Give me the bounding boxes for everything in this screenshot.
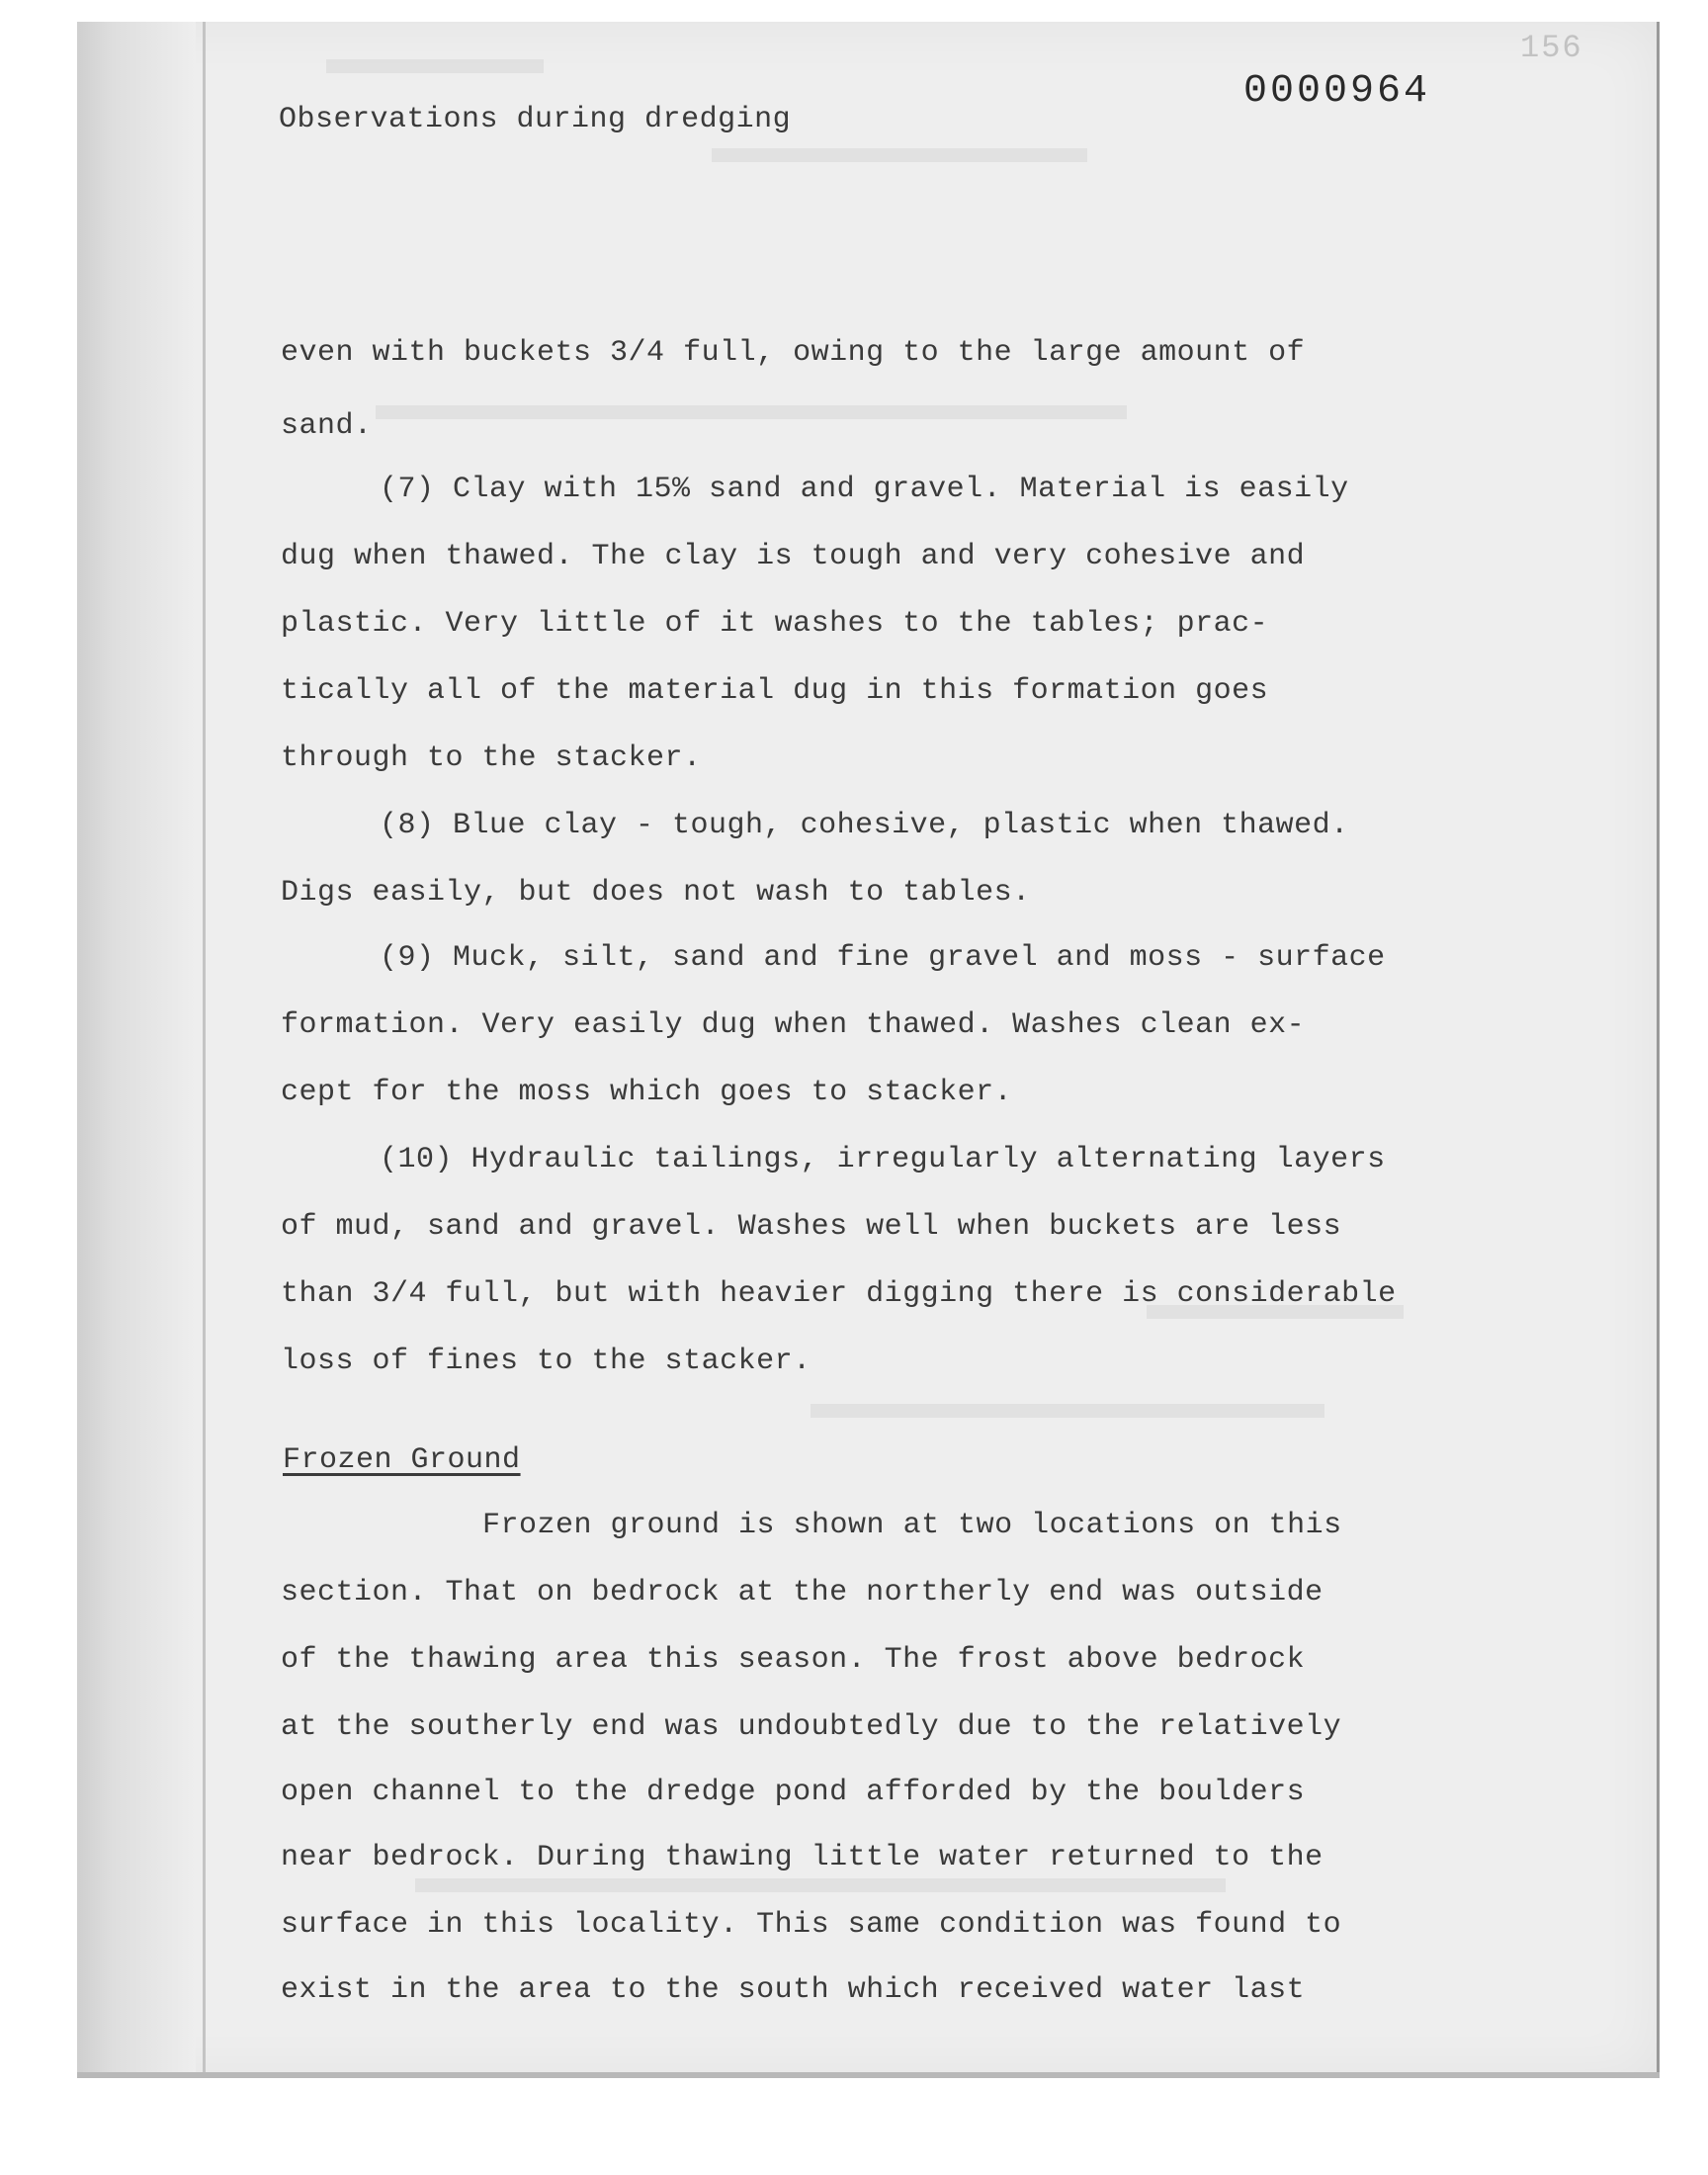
binding-shadow bbox=[77, 22, 196, 2078]
body-line: formation. Very easily dug when thawed. Washes clean ex- bbox=[281, 1008, 1306, 1042]
paper-bottom-edge bbox=[77, 2072, 1660, 2078]
body-line: (8) Blue clay - tough, cohesive, plastic when thawed. bbox=[380, 809, 1349, 842]
corner-page-number: 156 bbox=[1520, 30, 1583, 66]
frozen-ground-line: Frozen ground is shown at two locations on this bbox=[482, 1509, 1342, 1542]
body-line: even with buckets 3/4 full, owing to the large amount of bbox=[281, 336, 1306, 370]
body-line: loss of fines to the stacker. bbox=[281, 1345, 811, 1378]
body-line: Digs easily, but does not wash to tables. bbox=[281, 876, 1031, 910]
bleed-through-mark bbox=[811, 1404, 1324, 1418]
bleed-through-mark bbox=[415, 1878, 1226, 1892]
body-line: sand. bbox=[281, 409, 373, 443]
body-line: plastic. Very little of it washes to the tables; prac- bbox=[281, 607, 1269, 641]
frozen-ground-line: near bedrock. During thawing little water returned to the bbox=[281, 1841, 1324, 1874]
body-line: (9) Muck, silt, sand and fine gravel and moss - surface bbox=[380, 941, 1386, 975]
document-number: 0000964 bbox=[1243, 69, 1431, 114]
body-line: cept for the moss which goes to stacker. bbox=[281, 1076, 1013, 1109]
bleed-through-mark bbox=[376, 405, 1127, 419]
body-line: than 3/4 full, but with heavier digging there is considerable bbox=[281, 1277, 1397, 1311]
body-line: through to the stacker. bbox=[281, 741, 702, 775]
body-line: tically all of the material dug in this formation goes bbox=[281, 674, 1269, 708]
body-line: (10) Hydraulic tailings, irregularly alternating layers bbox=[380, 1143, 1386, 1176]
frozen-ground-line: at the southerly end was undoubtedly due to the relatively bbox=[281, 1710, 1342, 1744]
frozen-ground-line: of the thawing area this season. The frost above bedrock bbox=[281, 1643, 1306, 1677]
bleed-through-mark bbox=[712, 148, 1087, 162]
body-line: (7) Clay with 15% sand and gravel. Material is easily bbox=[380, 473, 1349, 506]
frozen-ground-line: exist in the area to the south which received water last bbox=[281, 1973, 1306, 2007]
section-heading-frozen-ground: Frozen Ground bbox=[283, 1443, 521, 1477]
body-line: of mud, sand and gravel. Washes well when buckets are less bbox=[281, 1210, 1342, 1244]
body-line: dug when thawed. The clay is tough and very cohesive and bbox=[281, 540, 1306, 573]
frozen-ground-line: surface in this locality. This same condition was found to bbox=[281, 1908, 1342, 1942]
frozen-ground-line: open channel to the dredge pond afforded by the boulders bbox=[281, 1776, 1306, 1809]
binding-edge-line bbox=[203, 22, 206, 2078]
frozen-ground-line: section. That on bedrock at the northerly end was outside bbox=[281, 1576, 1324, 1610]
page-header-title: Observations during dredging bbox=[279, 103, 792, 136]
bleed-through-mark bbox=[326, 59, 544, 73]
paper-sheet bbox=[77, 22, 1660, 2078]
